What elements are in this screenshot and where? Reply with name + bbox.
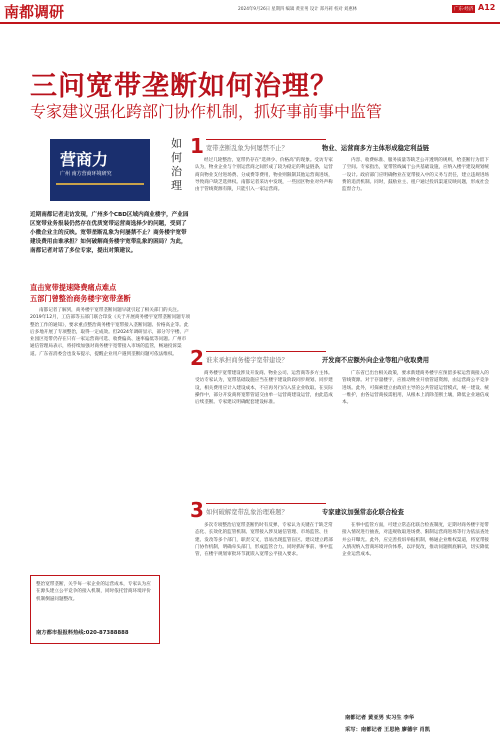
page-subtitle: 专家建议强化跨部门协作机制，抓好事前事中监管 bbox=[30, 102, 383, 121]
masthead: 南都调研 bbox=[4, 3, 65, 21]
section-2-answer: 开发商不应额外向企业等租户收取费用 bbox=[322, 357, 430, 364]
section-2-body-left: 商务楼宇宽带建设涉及开发商、物业公司、运营商等多方主体。受访专家认为，宽带基础设施应当在楼宇建设阶段同步规划、同步建设，相关费用应计入建设成本，不应再另行向入驻企业收取。在实际操作中，部分开发商将宽带管道交由单一运营商建设运营，由此造成后续垄断。专家建议明确配套建设标准。 bbox=[195, 371, 333, 406]
column-logo bbox=[50, 139, 150, 201]
section-3-body-right: 在事中监管方面，可建立常态化联合检查制度，定期对商务楼宇宽带接入情况进行抽查，对违规收取进场费、限制运营商进场等行为依法查处并公开曝光。此外，应完善投诉举报机制，畅通企业维权渠道，将宽带接入情况纳入营商环境评价体系，以评促改，推动问题彻底解决，切实降低企业运营成本。 bbox=[342, 523, 490, 558]
section-2-heading bbox=[190, 346, 490, 370]
section-3-answer: 专家建议加强常态化联合检查 bbox=[322, 509, 404, 516]
page-header bbox=[0, 0, 500, 22]
section-3-heading bbox=[190, 498, 490, 522]
section-1-body-right: 内容、收费标准、服务质量等缺乏公开透明的规则，给垄断行为留下了空间。专家指出，宽带管线属于公共基础设施，应纳入楼宇建设规划统一设计。政府部门应明确物业在宽带接入中的义务与责任，建立违规进场费的追责机制。同时，鼓励业主、租户通过投诉渠道反映问题，形成社会监督合力。 bbox=[342, 158, 490, 193]
info-box bbox=[30, 575, 160, 644]
section-1-body-left: 经过几轮整治，宽带仍存在“选择少、价格高”的现象。受访专家认为，物业企业与个别运营商之间形成了较为稳定的利益链条，运营商向物业支付进场费、分成费等费用，物业则限制其他运营商进场，导致商户缺乏选择权。南都记者采访中发现，一些园区物业对外声称由于管线资源有限，只能引入一家运营商。 bbox=[195, 158, 333, 193]
section-3-body-left: 多次专项整治后宽带垄断仍时有反弹，专家认为关键在于缺乏常态化、长效化的监管机制。宽带接入涉及通信管理、市场监管、住建、发改等多个部门，职责交叉，容易出现监管盲区。建议建立跨部门协作机制，明确牵头部门，形成监管合力。同时抓好事前、事中监管，在楼宇规划审批环节就嵌入宽带公平接入要求。 bbox=[195, 523, 333, 558]
issue-meta: 2024年9月26日 星期四 编辑 黄亚男 设计 郑丹莉 校对 刘惠林 bbox=[238, 7, 357, 12]
section-1-rule bbox=[206, 139, 326, 140]
logo-underline bbox=[56, 183, 144, 185]
section-3-number: 3 bbox=[190, 498, 204, 522]
section-1-heading bbox=[190, 134, 490, 158]
section-tag: 广东·经济 bbox=[454, 7, 474, 12]
section-2-question: 谁来承担商务楼宇宽带建设？ bbox=[206, 357, 288, 364]
section-1-answer: 物业、运营商多方主体形成稳定利益链 bbox=[322, 145, 430, 152]
logo-subtitle: 广州 南方营商环境研究 bbox=[60, 171, 112, 177]
section-3-rule bbox=[206, 503, 326, 504]
side-title: 如何治理 bbox=[171, 137, 182, 192]
page-title: 三问宽带垄断如何治理？ bbox=[30, 71, 338, 102]
logo-title: 营商力 bbox=[60, 150, 109, 169]
section-2-number: 2 bbox=[190, 346, 204, 370]
info-box-text: 整治宽带垄断，关乎每一家企业的运营成本，专家认为应在源头建立公平竞争的接入机制，同时依托营商环境评价机制倒逼问题整改。 bbox=[36, 582, 151, 602]
section-3-question: 如何破解宽带乱象治理难题？ bbox=[206, 509, 288, 516]
left-heading-1: 直击宽带提速降费痛点难点 bbox=[30, 283, 117, 292]
section-2-rule bbox=[206, 351, 326, 352]
section-2-body-right: 广东省已出台相关政策，要求新建商务楼宇应预留多家运营商接入的管线资源。对于存量楼宇，应推动物业开放管道资源，由运营商公平竞争进场。此外，可探索建立由政府主导的公共管道运营模式，统一建设、统一维护，由各运营商按需租用，从根本上消除垄断土壤，降低企业通信成本。 bbox=[342, 371, 490, 406]
credit-line-2: 采写：南都记者 王思艳 廖德宇 肖凯 bbox=[345, 727, 430, 733]
section-1-question: 宽带垄断乱象为何屡禁不止？ bbox=[206, 145, 288, 152]
section-1-number: 1 bbox=[190, 134, 204, 158]
hotline: 南方都市报报料热线:020-87388888 bbox=[36, 630, 129, 636]
intro-paragraph: 近期南都记者走访发现，广州多个CBD区域内商业楼宇，产业园区宽带业务报装仍然存在优质宽带运营商选择少的问题，受到了小微企业主的反映。宽带垄断乱象为何屡禁不止？商务楼宇宽带建设费用由谁承担？如何破解商务楼宇宽带乱象的困局？为此，南都记者对话了多位专家，提出对策建议。 bbox=[30, 212, 189, 254]
page-number: A12 bbox=[478, 3, 496, 12]
left-heading-2: 五部门曾整治商务楼宇宽带垄断 bbox=[30, 294, 131, 303]
credit-line-1: 南都记者 黄亚男 实习生 李华 bbox=[345, 715, 415, 721]
left-body: 南都记者了解到，商务楼宇宽带垄断问题早就引起了相关部门的关注。2019年12月，工信部等五部门联合印发《关于开展商务楼宇宽带垄断问题专项整治工作的通知》，要求重点整治商务楼宇宽带接入垄断问题、价格高企等。此后多地开展了专项整治，取得一定成效。但2024年调研显示，部分写字楼、产业园区宽带仍存在只有一家运营商可选、收费偏高、速率偏低等问题。广州市通信管理局表示，将持续加强对商务楼宇宽带接入市场的监管，畅通投诉渠道。广东省消委会也发布提示，提醒企业用户遇到垄断问题可依法维权。 bbox=[30, 308, 190, 357]
header-divider bbox=[0, 22, 500, 24]
